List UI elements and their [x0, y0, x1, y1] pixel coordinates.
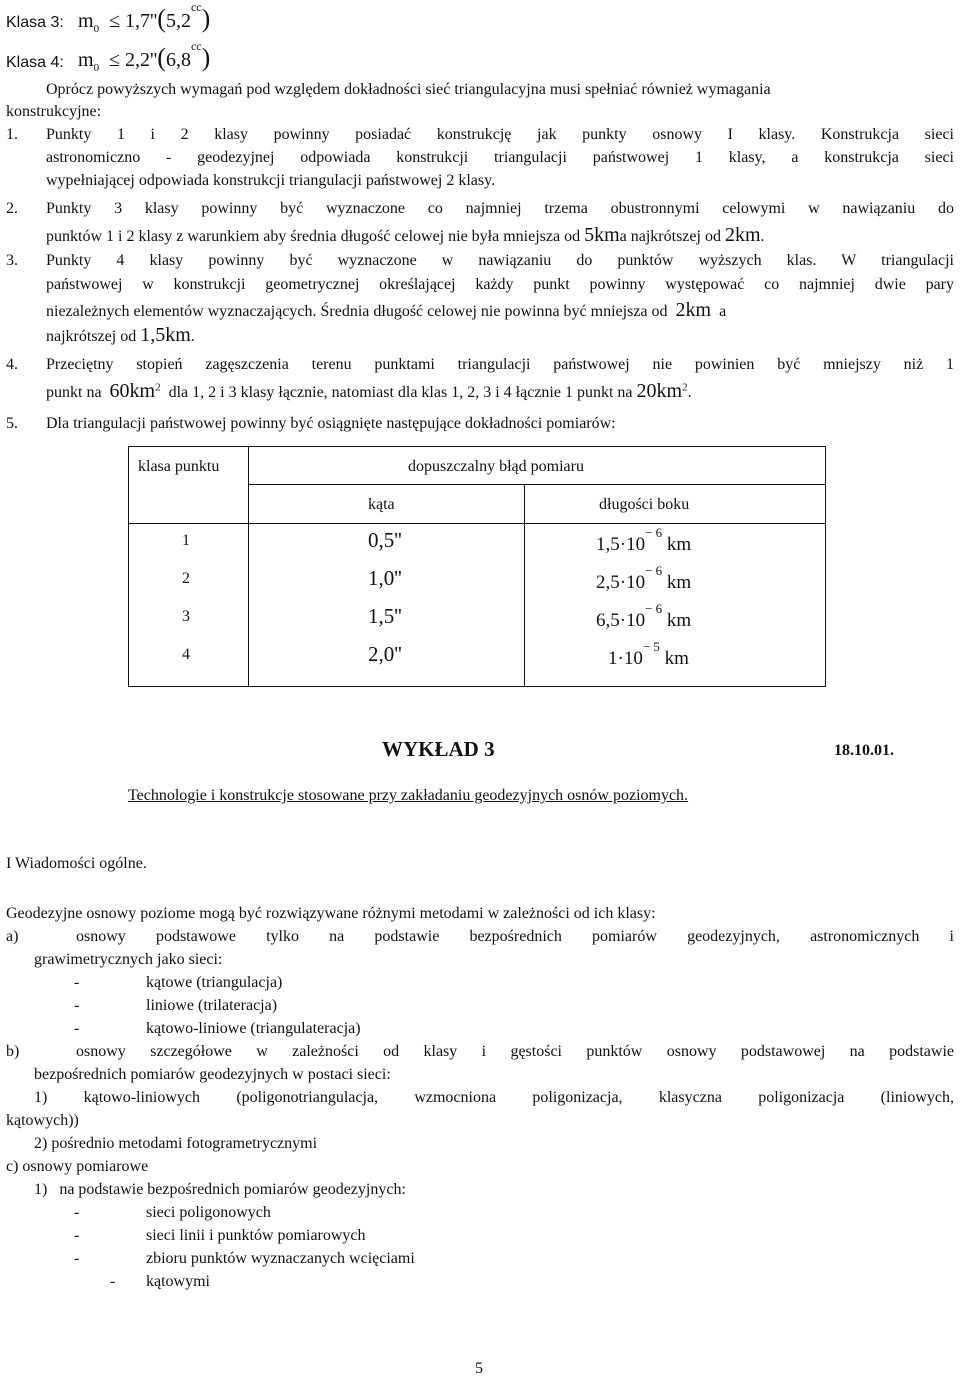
dash: -: [74, 1020, 80, 1037]
table-row-length: $6,5\cdot 10^{- 6}$ km: [596, 600, 692, 631]
req5-line1: Dla triangulacji państwowej powinny być osiągnięte następujące dokładności pomiarów:: [46, 415, 616, 432]
item-b2: 2) pośrednio metodami fotogrametrycznymi: [34, 1135, 318, 1152]
class3-formula: $m_0 \le 1,7''(5,2^{cc})$: [78, 0, 211, 35]
table-header-length: długości boku: [599, 496, 690, 513]
table-row-length: $1\cdot 10^{- 5}$ km: [608, 638, 689, 669]
table-row-class: 1: [182, 532, 190, 549]
table-row-angle: 0,5'': [368, 528, 402, 552]
req3-line1: Punkty 4 klasy powinny być wyznaczone w nawiązaniu do punktów wyższych klas. W triangulacji: [46, 252, 954, 269]
table-row-class: 2: [182, 570, 190, 587]
dash: -: [74, 1250, 80, 1267]
list-item: kątowo-liniowe (triangulateracja): [146, 1020, 361, 1037]
req4-line1: Przeciętny stopień zagęszczenia terenu punktami triangulacji państwowej nie powinien być mniejszy niż 1: [46, 356, 954, 373]
req3-line2: państwowej w konstrukcji geometrycznej określającej każdy punkt powinny występować co najmniej dwie pary: [46, 276, 954, 293]
dash: -: [110, 1273, 116, 1290]
list-item: sieci poligonowych: [146, 1204, 271, 1221]
req2-line2: punktów 1 i 2 klasy z warunkiem aby średnia długość celowej nie była mniejsza od 5kma najkrótszej od 2km.: [46, 224, 765, 246]
item-b1-line2: kątowych)): [6, 1112, 79, 1129]
section-paragraph: Geodezyjne osnowy poziome mogą być rozwiązywane różnymi metodami w zależności od ich klasy:: [6, 905, 656, 922]
dash: -: [74, 1204, 80, 1221]
table-row-angle: 1,5'': [368, 604, 402, 628]
req2-number: 2.: [6, 200, 18, 217]
dash: -: [74, 1227, 80, 1244]
list-item: sieci linii i punktów pomiarowych: [146, 1227, 366, 1244]
req1-line2: astronomiczno - geodezyjnej odpowiada konstrukcji triangulacji państwowej 1 klasy, a konstrukcja sieci: [46, 149, 954, 166]
table-header-error: dopuszczalny błąd pomiaru: [408, 458, 584, 475]
table-row-angle: 1,0'': [368, 566, 402, 590]
intro-text-2: konstrukcyjne:: [6, 103, 102, 120]
item-c1: 1) na podstawie bezpośrednich pomiarów geodezyjnych:: [34, 1181, 406, 1198]
table-row-angle: 2,0'': [368, 642, 402, 666]
req5-number: 5.: [6, 415, 18, 432]
dash: -: [74, 997, 80, 1014]
req3-line3: niezależnych elementów wyznaczających. Średnia długość celowej nie powinna być mniejsza od 2km a: [46, 299, 727, 321]
req3-number: 3.: [6, 252, 18, 269]
class3-label: Klasa 3:: [6, 14, 64, 31]
req1-line3: wypełniającej odpowiada konstrukcji triangulacji państwowej 2 klasy.: [46, 172, 496, 189]
list-item: zbioru punktów wyznaczanych wcięciami: [146, 1250, 415, 1267]
req1-line1: Punkty 1 i 2 klasy powinny posiadać konstrukcję jak punkty osnowy I klasy. Konstrukcja sieci: [46, 126, 954, 143]
table-row-class: 3: [182, 608, 190, 625]
page-number: 5: [475, 1360, 483, 1377]
req4-line2: punkt na $60km^2$ dla 1, 2 i 3 klasy łącznie, natomiast dla klas 1, 2, 3 i 4 łącznie 1 punkt na $20km^2$.: [46, 380, 692, 402]
table-header-class: klasa punktu: [138, 458, 220, 475]
lecture-title: WYKŁAD 3: [382, 737, 495, 761]
lecture-subtitle: Technologie i konstrukcje stosowane przy zakładaniu geodezyjnych osnów poziomych.: [128, 787, 689, 804]
list-subitem: kątowymi: [146, 1273, 210, 1290]
table-row-class: 4: [182, 646, 190, 663]
req2-line1: Punkty 3 klasy powinny być wyznaczone co najmniej trzema obustronnymi celowymi w nawiązaniu do: [46, 200, 954, 217]
item-a-line2: grawimetrycznych jako sieci:: [34, 951, 223, 968]
req3-line4: najkrótszej od 1,5km.: [46, 324, 195, 346]
class4-formula: $m_0 \le 2,2''(6,8^{cc})$: [78, 39, 211, 74]
item-b-line1: osnowy szczegółowe w zależności od klasy i gęstości punktów osnowy podstawowej na podstawie: [76, 1043, 954, 1060]
req1-number: 1.: [6, 126, 18, 143]
section-heading: I Wiadomości ogólne.: [6, 855, 147, 872]
item-b-label: b): [6, 1043, 20, 1060]
table-row-length: $1,5\cdot 10^{- 6}$ km: [596, 524, 692, 555]
table-header-angle: kąta: [368, 496, 395, 513]
intro-text: Oprócz powyższych wymagań pod względem dokładności sieć triangulacyjna musi spełniać również wymagania: [46, 81, 771, 98]
list-item: kątowe (triangulacja): [146, 974, 283, 991]
class4-label: Klasa 4:: [6, 54, 64, 71]
item-c: c) osnowy pomiarowe: [6, 1158, 149, 1175]
item-b-line2: bezpośrednich pomiarów geodezyjnych w postaci sieci:: [34, 1066, 391, 1083]
accuracy-table: [128, 446, 826, 687]
list-item: liniowe (trilateracja): [146, 997, 278, 1014]
lecture-date: 18.10.01.: [834, 742, 894, 759]
item-a-label: a): [6, 928, 19, 945]
item-a-line1: osnowy podstawowe tylko na podstawie bezpośrednich pomiarów geodezyjnych, astronomicznych i: [76, 928, 954, 945]
dash: -: [74, 974, 80, 991]
item-b1-line1: 1) kątowo-liniowych (poligonotriangulacja, wzmocniona poligonizacja, klasyczna poligonizacja (liniowych,: [34, 1089, 954, 1106]
table-row-length: $2,5\cdot 10^{- 6}$ km: [596, 562, 692, 593]
req4-number: 4.: [6, 356, 18, 373]
